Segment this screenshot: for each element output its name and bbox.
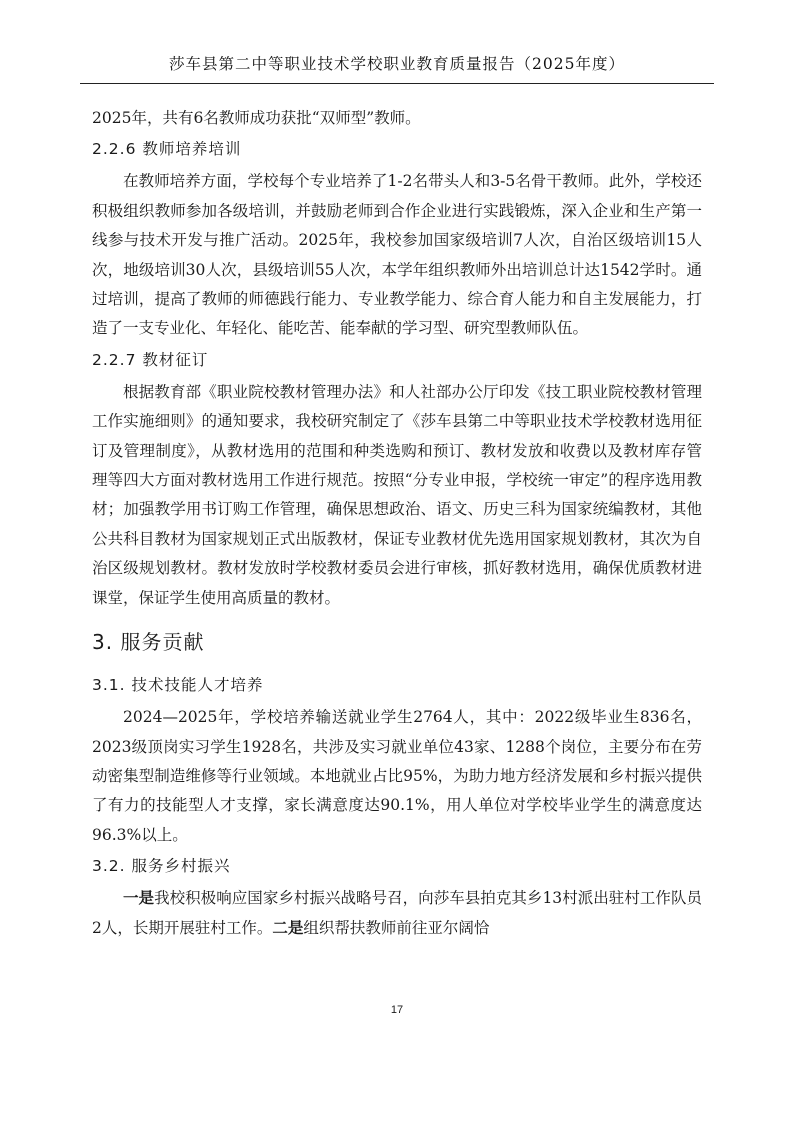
section-3-1-paragraph: 2024—2025年，学校培养输送就业学生2764人，其中：2022级毕业生836名，2023级顶岗实习学生1928名，共涉及实习就业单位43家、1288个岗位，主要分布在劳动密集型制造维修等行业领域。本地就业占比95%，为助力地方经济发展和乡村振兴提供了有力的技能型人才支撑，家长满意度达90.1%，用人单位对学校毕业学生的满意度达96.3%以上。	[92, 708, 702, 844]
point-two-lead: 二是	[272, 918, 304, 937]
page-number: 17	[390, 1004, 404, 1016]
section-3-2-paragraph	[92, 884, 702, 943]
section-2-2-6-paragraph: 在教师培养方面，学校每个专业培养了1-2名带头人和3-5名骨干教师。此外，学校还积极组织教师参加各级培训，并鼓励老师到合作企业进行实践锻炼，深入企业和生产第一线参与技术开发与推广活动。2025年，我校参加国家级培训7人次，自治区级培训15人次，地级培训30人次，县级培训55人次，本学年组织教师外出培训总计达1542学时。通过培训，提高了教师的师德践行能力、专业教学能力、综合育人能力和自主发展能力，打造了一支专业化、年轻化、能吃苦、能奉献的学习型、研究型教师队伍。	[92, 172, 702, 338]
point-two-text: 组织帮扶教师前往亚尔阔恰	[303, 918, 490, 937]
header-divider	[80, 83, 714, 84]
point-one-lead: 一是	[123, 889, 155, 908]
point-one-text: 我校积极响应国家乡村振兴战略号召，向莎车县拍克其乡13村派出驻村工作队员2人，长期开展驻村工作。	[92, 889, 702, 937]
section-3-2-heading: 3.2. 服务乡村振兴	[92, 857, 231, 876]
section-2-2-7-paragraph: 根据教育部《职业院校教材管理办法》和人社部办公厅印发《技工职业院校教材管理工作实施细则》的通知要求，我校研究制定了《莎车县第二中等职业技术学校教材选用征订及管理制度》，从教材选用的范围和种类选购和预订、教材发放和收费以及教材库存管理等四大方面对教材选用工作进行规范。按照“分专业申报，学校统一审定”的程序选用教材；加强教学用书订购工作管理，确保思想政治、语文、历史三科为国家统编教材，其他公共科目教材为国家规划正式出版教材，保证专业教材优先选用国家规划教材，其次为自治区级规划教材。教材发放时学校教材委员会进行审核，抓好教材选用，确保优质教材进课堂，保证学生使用高质量的教材。	[92, 382, 702, 607]
page-header-title: 莎车县第二中等职业技术学校职业教育质量报告（2025年度）	[169, 55, 625, 73]
section-2-2-7-heading: 2.2.7 教材征订	[92, 350, 209, 369]
section-3-1-heading: 3.1. 技术技能人才培养	[92, 676, 264, 695]
section-3-heading: 3. 服务贡献	[92, 630, 205, 655]
section-2-2-6-heading: 2.2.6 教师培养培训	[92, 140, 242, 159]
page-content	[92, 104, 702, 943]
intro-line: 2025年，共有6名教师成功获批“双师型”教师。	[92, 109, 421, 127]
